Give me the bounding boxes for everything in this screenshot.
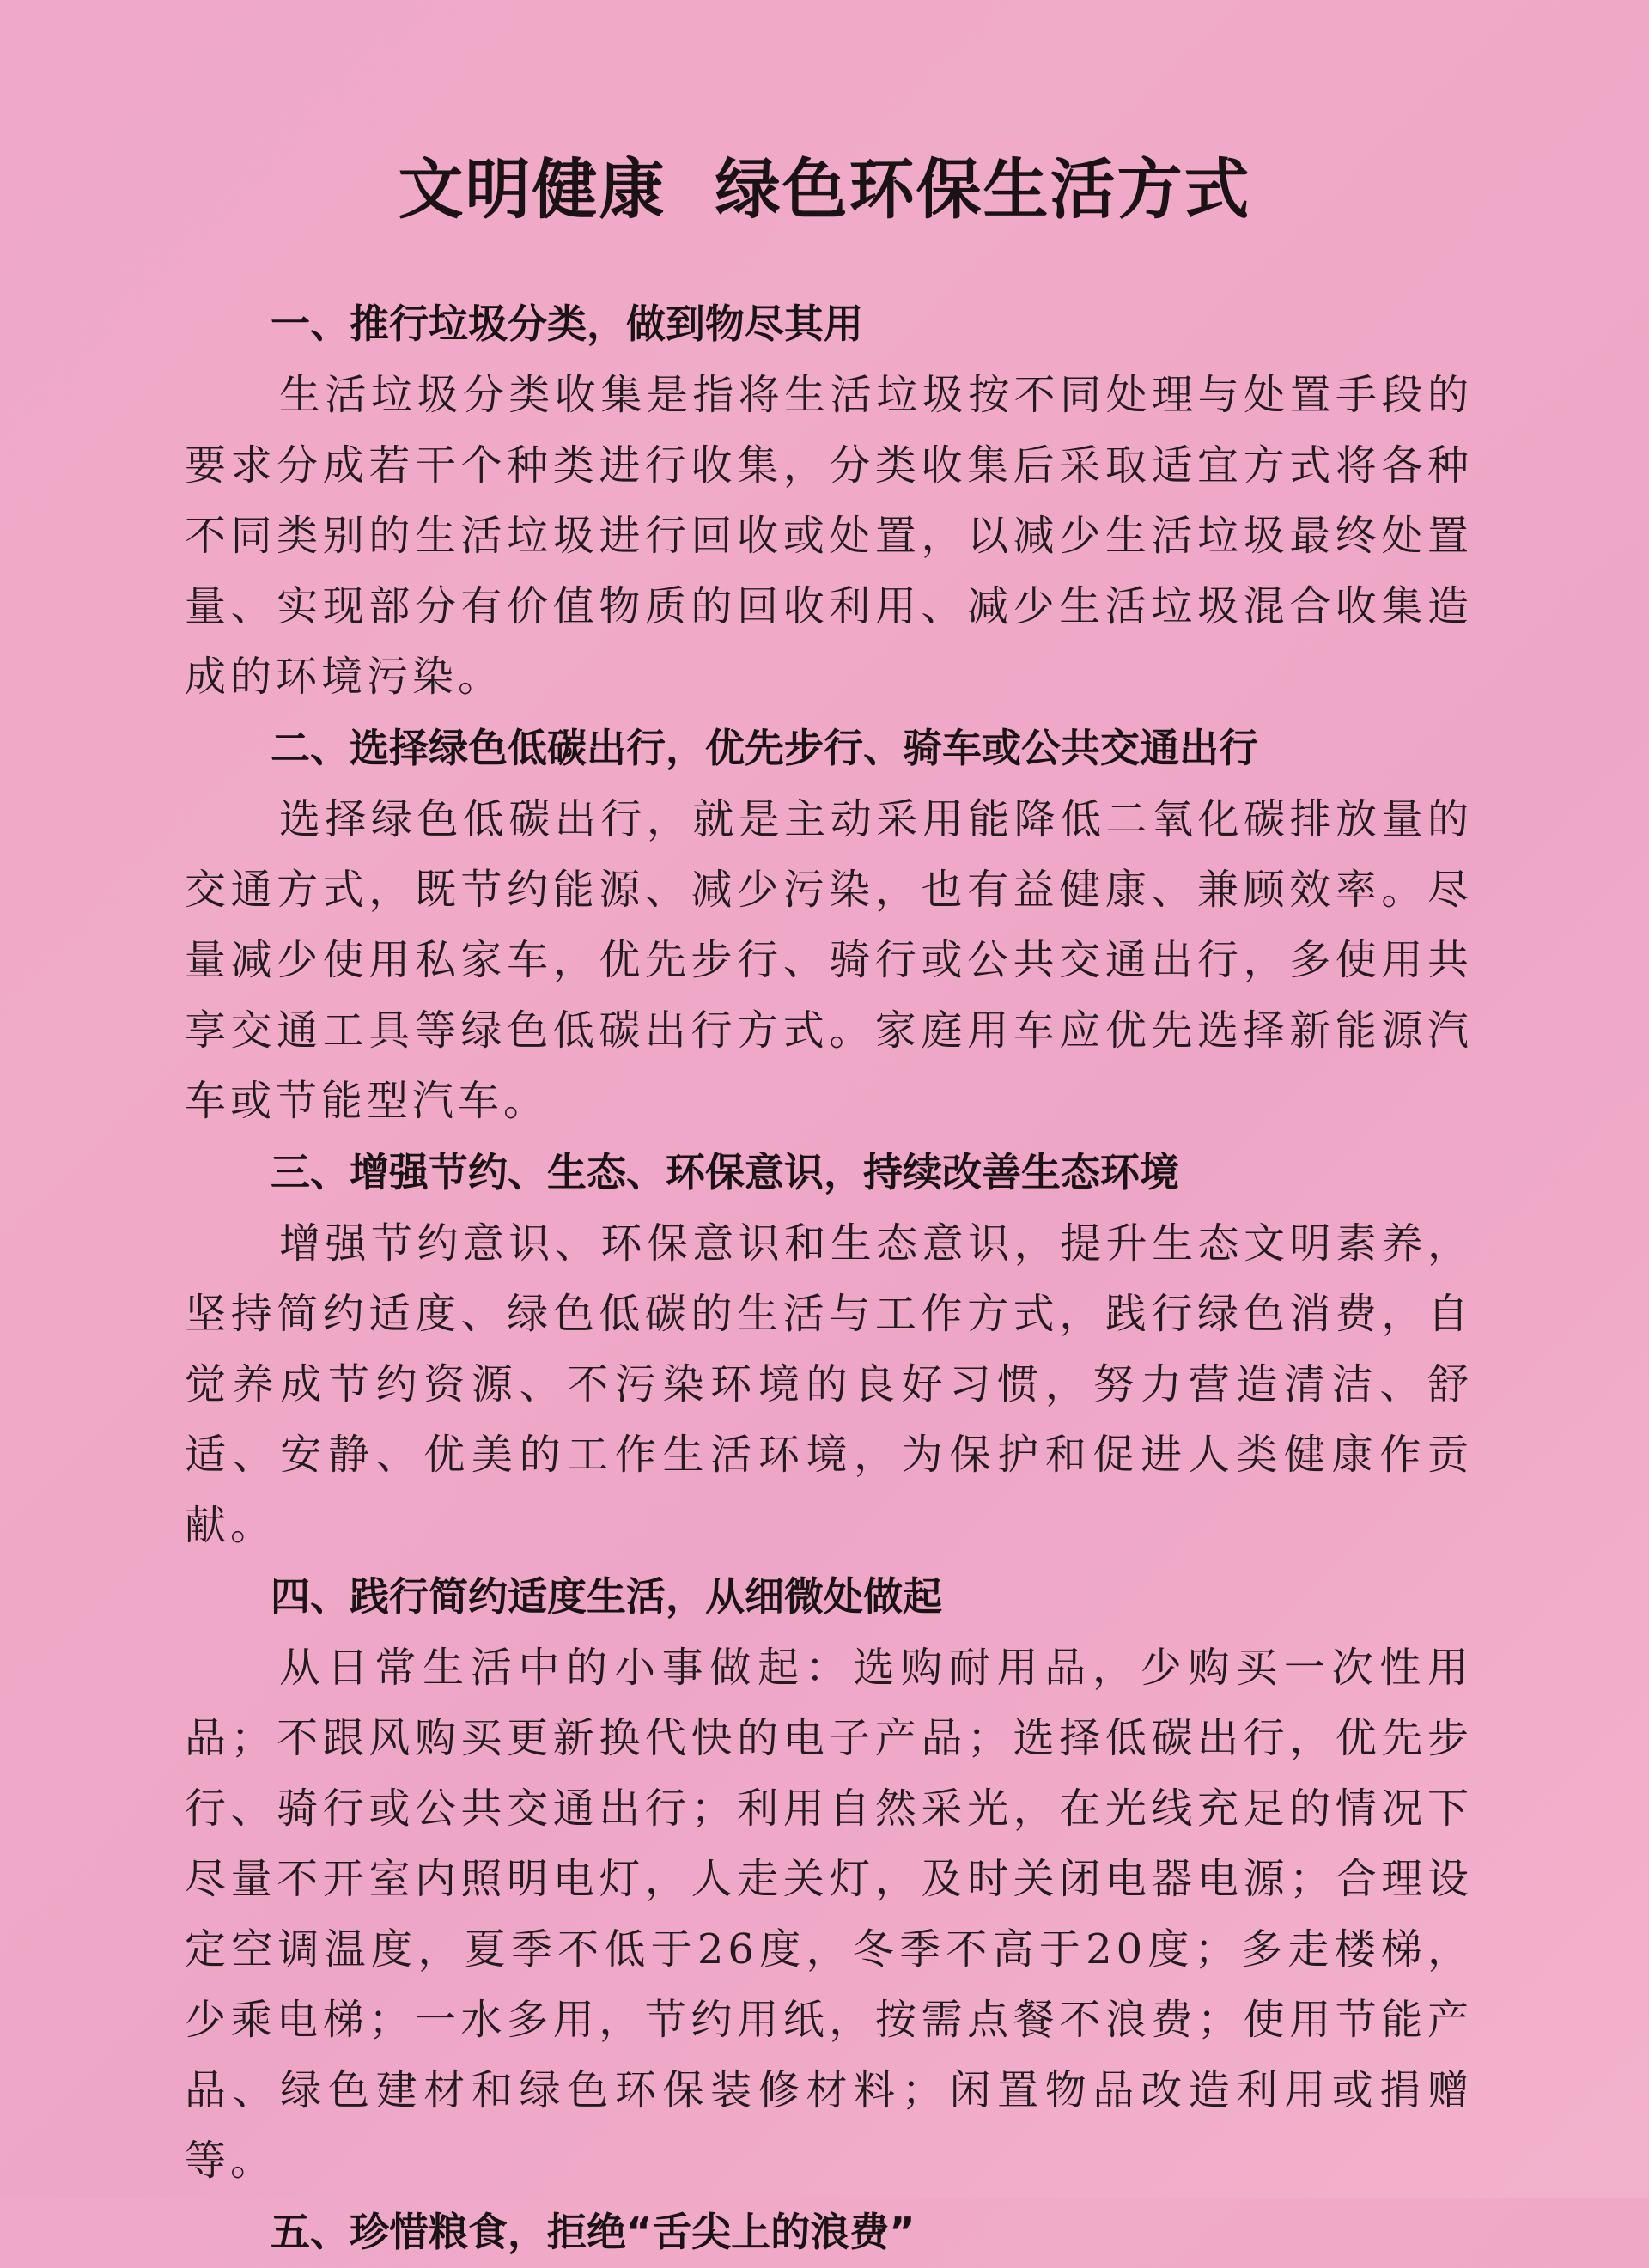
section-5-heading: 五、珍惜粮食，拒绝“舌尖上的浪费” [271,2209,916,2255]
document-title: 文明健康 绿色环保生活方式 [398,151,1251,228]
section-1-heading: 一、推行垃圾分类，做到物尽其用 [271,301,863,347]
section-2-heading: 二、选择绿色低碳出行，优先步行、骑车或公共交通出行 [271,725,1258,771]
document-body [185,288,1473,2268]
section-4-body: 从日常生活中的小事做起：选购耐用品，少购买一次性用品；不跟风购买更新换代快的电子产品；选择低碳出行，优先步行、骑行或公共交通出行；利用自然采光，在光线充足的情况下尽量不开室内照明电灯，人走关灯，及时关闭电器电源；合理设定空调温度，夏季不低于26度，冬季不高于20度；多走楼梯，少乘电梯；一水多用，节约用纸，按需点餐不浪费；使用节能产品、绿色建材和绿色环保装修材料；闲置物品改造利用或捐赠等。 [185,1644,1473,2185]
section-4-heading: 四、践行简约适度生活，从细微处做起 [271,1573,942,1620]
section-1-body: 生活垃圾分类收集是指将生活垃圾按不同处理与处置手段的要求分成若干个种类进行收集，分类收集后采取适宜方式将各种不同类别的生活垃圾进行回收或处置，以减少生活垃圾最终处置量、实现部分有价值物质的回收利用、减少生活垃圾混合收集造成的环境污染。 [185,371,1473,701]
section-3-heading: 三、增强节约、生态、环保意识，持续改善生态环境 [271,1149,1179,1195]
section-3-body: 增强节约意识、环保意识和生态意识，提升生态文明素养，坚持简约适度、绿色低碳的生活与工作方式，践行绿色消费，自觉养成节约资源、不污染环境的良好习惯，努力营造清洁、舒适、安静、优美的工作生活环境，为保护和促进人类健康作贡献。 [185,1219,1473,1549]
section-2-body: 选择绿色低碳出行，就是主动采用能降低二氧化碳排放量的交通方式，既节约能源、减少污染，也有益健康、兼顾效率。尽量减少使用私家车，优先步行、骑行或公共交通出行，多使用共享交通工具等绿色低碳出行方式。家庭用车应优先选择新能源汽车或节能型汽车。 [185,795,1473,1125]
